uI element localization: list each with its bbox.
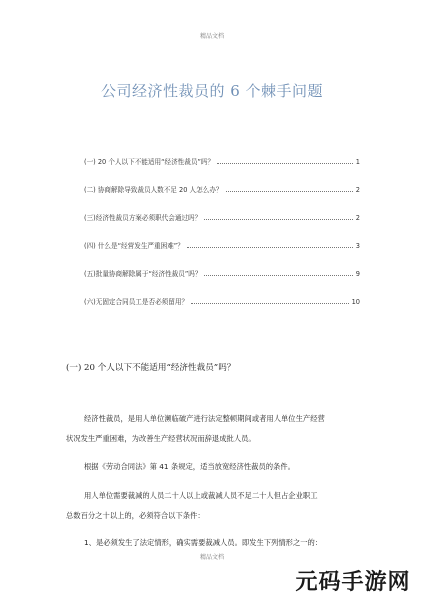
toc-entry[interactable] xyxy=(84,194,360,222)
footer-watermark-text: 精品文档 xyxy=(199,554,224,561)
toc-page-number: 1 xyxy=(355,158,360,166)
toc-entry[interactable] xyxy=(84,278,360,306)
toc-leader-dots xyxy=(226,191,353,192)
toc-entry[interactable] xyxy=(84,250,360,278)
body-paragraph-line: 状况发生严重困难，为改善生产经营状况而辞退成批人员。 xyxy=(66,434,256,443)
toc-entry-text: (四) 什么是“经营发生严重困难”？ xyxy=(84,242,184,250)
toc-leader-dots xyxy=(187,247,353,248)
toc-leader-dots xyxy=(204,275,352,276)
toc-entry[interactable] xyxy=(84,166,360,194)
toc-page-number: 9 xyxy=(355,270,360,278)
toc-entry-text: (五)批量协商解除属于“经济性裁员”吗？ xyxy=(84,270,202,278)
body-paragraph-line: 根据《劳动合同法》第 41 条规定，适当放宽经济性裁员的条件。 xyxy=(84,462,295,471)
toc-entry[interactable] xyxy=(84,222,360,250)
section-heading: (一) 20 个人以下不能适用“经济性裁员”吗？ xyxy=(66,363,236,373)
toc-leader-dots xyxy=(191,303,349,304)
table-of-contents xyxy=(84,138,360,306)
toc-entry-text: (一) 20 个人以下不能适用“经济性裁员”吗？ xyxy=(84,158,215,166)
toc-entry-text: (二) 协商解除导致裁员人数不足 20 人怎么办？ xyxy=(84,186,223,194)
header-watermark-text: 精品文档 xyxy=(199,33,224,40)
document-title: 公司经济性裁员的 6 个棘手问题 xyxy=(100,82,324,100)
toc-page-number: 2 xyxy=(355,186,360,194)
toc-page-number: 3 xyxy=(355,242,360,250)
body-paragraph-line: 1、是必须发生了法定情形，确实需要裁减人员。即发生下列情形之一的： xyxy=(84,538,323,547)
toc-leader-dots xyxy=(217,163,353,164)
body-paragraph-line: 经济性裁员，是用人单位濒临破产进行法定整顿期间或者用人单位生产经营 xyxy=(84,414,325,423)
toc-entry-text: (六)无固定合同员工是否必须留用？ xyxy=(84,298,189,306)
toc-entry-text: (三)经济性裁员方案必须职代会通过吗？ xyxy=(84,214,202,222)
body-paragraph-line: 总数百分之十以上的，必须符合以下条件： xyxy=(66,511,205,520)
site-watermark-logo: 元码手游网 xyxy=(282,560,424,600)
toc-page-number: 2 xyxy=(355,214,360,222)
toc-entry[interactable] xyxy=(84,138,360,166)
toc-leader-dots xyxy=(204,219,353,220)
toc-page-number: 10 xyxy=(351,298,360,306)
body-paragraph-line: 用人单位需要裁减的人员二十人以上或裁减人员不足二十人但占企业职工 xyxy=(84,491,318,500)
